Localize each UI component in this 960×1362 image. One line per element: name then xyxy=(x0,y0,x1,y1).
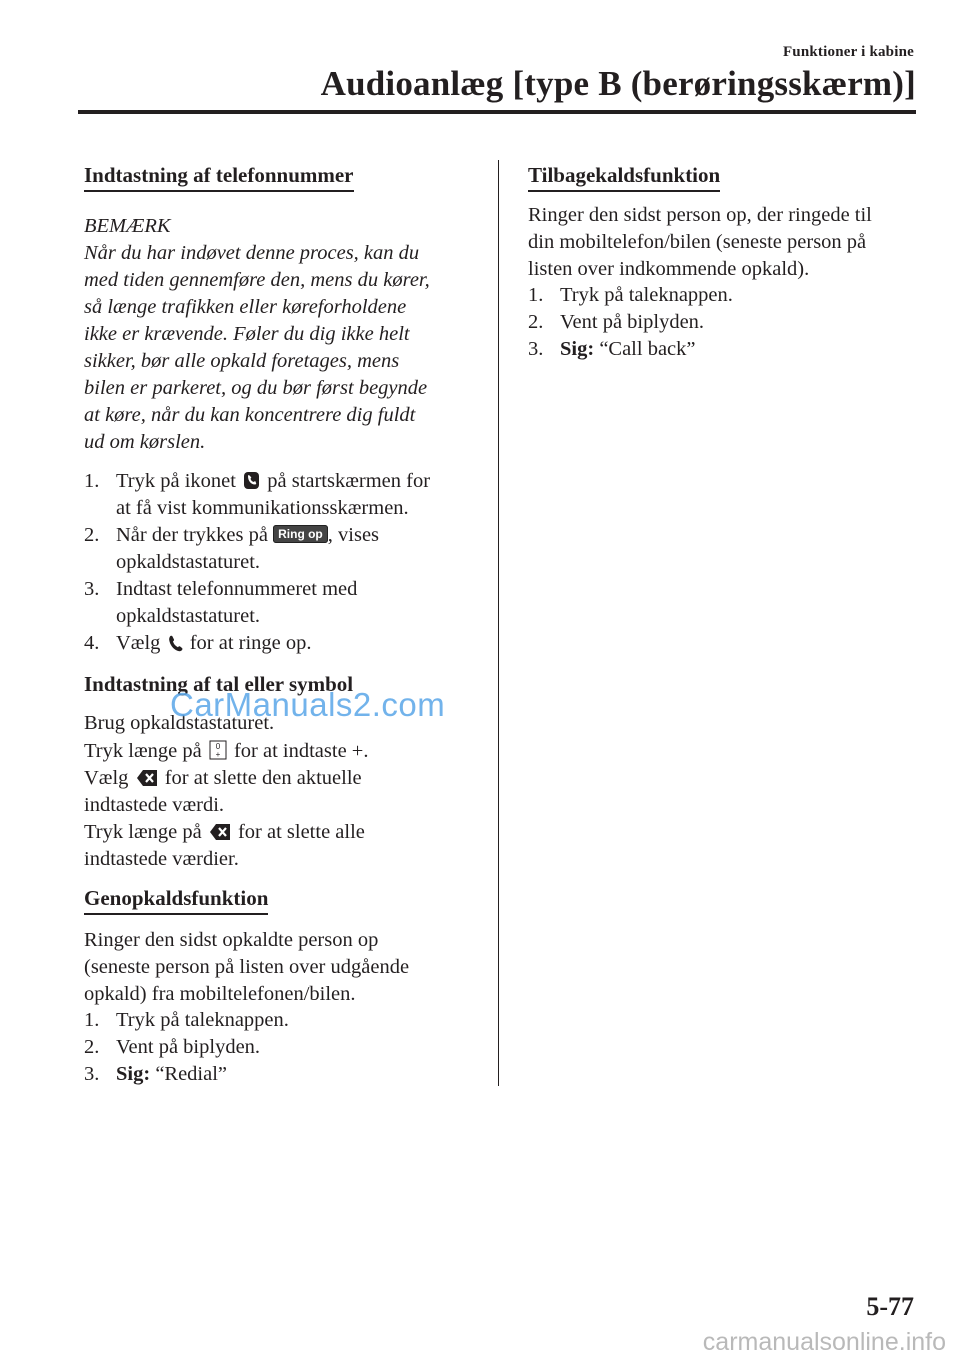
step-text xyxy=(560,338,696,361)
header-rule xyxy=(78,110,916,114)
note-line: med tiden gennemføre den, mens du kører, xyxy=(84,269,430,291)
body-line: listen over indkommende opkald). xyxy=(528,258,810,280)
step-number: 3. xyxy=(528,338,544,360)
body-line xyxy=(84,821,365,847)
step-text-part: Tryk på ikonet xyxy=(116,470,236,492)
body-line: (seneste person på listen over udgående xyxy=(84,956,410,978)
step-keyword: Sig: xyxy=(560,338,595,360)
note-line: ikke er krævende. Føler du dig ikke helt xyxy=(84,323,410,345)
step-number: 2. xyxy=(84,1036,100,1058)
note-line: så længe trafikken eller køreforholdene xyxy=(84,296,407,318)
step-text-part: Når der trykkes på xyxy=(116,524,268,546)
delete-icon xyxy=(209,823,231,847)
step-text: Tryk på taleknappen. xyxy=(560,284,733,306)
step-number: 3. xyxy=(84,578,100,600)
step-keyword: Sig: xyxy=(116,1063,151,1085)
note-line: at køre, når du kan koncentrere dig fuldt xyxy=(84,404,416,426)
phone-icon xyxy=(168,635,183,658)
section-heading-phone-number: Indtastning af telefonnummer xyxy=(84,163,354,192)
note-line: sikker, bør alle opkald foretages, mens xyxy=(84,350,400,372)
step-number: 1. xyxy=(528,284,544,306)
plus-key-icon xyxy=(209,740,227,766)
step-text-part: “Redial” xyxy=(155,1063,228,1085)
section-heading-symbol: Indtastning af tal eller symbol xyxy=(84,672,354,696)
step-text xyxy=(116,470,430,496)
section-heading-redial: Genopkaldsfunktion xyxy=(84,886,268,915)
body-line xyxy=(84,740,368,766)
step-text-part: , vises xyxy=(327,524,380,546)
step-text-part: på startskærmen for xyxy=(267,470,431,492)
note-line: bilen er parkeret, og du bør først begynde xyxy=(84,377,428,399)
delete-icon xyxy=(136,769,158,793)
step-text: Vent på biplyden. xyxy=(116,1036,261,1058)
note-line: Når du har indøvet denne proces, kan du xyxy=(84,242,420,264)
step-text xyxy=(116,1063,227,1086)
step-text-part: for at ringe op. xyxy=(189,632,312,654)
step-number: 2. xyxy=(84,524,100,546)
note-line: ud om kørslen. xyxy=(84,431,206,453)
body-text-part: for at slette alle xyxy=(237,821,365,843)
svg-text:0: 0 xyxy=(215,742,221,751)
step-number: 3. xyxy=(84,1063,100,1085)
step-number: 1. xyxy=(84,1009,100,1031)
page-title: Audioanlæg [type B (berøringsskærm)] xyxy=(320,64,916,103)
body-line: opkald) fra mobiltelefonen/bilen. xyxy=(84,983,356,1005)
body-line: indtastede værdi. xyxy=(84,794,225,816)
page-number: 5-77 xyxy=(866,1292,914,1321)
step-text-part: Vælg xyxy=(116,632,161,654)
step-number: 4. xyxy=(84,632,100,654)
step-continuation: at få vist kommunikationsskærmen. xyxy=(116,497,409,519)
body-line: indtastede værdier. xyxy=(84,848,239,870)
step-continuation: opkaldstastaturet. xyxy=(116,605,261,627)
body-text-part: Vælg xyxy=(84,767,129,789)
svg-text:+: + xyxy=(215,750,221,759)
body-line: Ringer den sidst opkaldte person op xyxy=(84,929,379,951)
communication-icon xyxy=(243,471,260,496)
footer-watermark: carmanualsonline.info xyxy=(702,1328,946,1356)
body-text-part: for at indtaste +. xyxy=(233,740,369,762)
step-number: 1. xyxy=(84,470,100,492)
body-text-part: Tryk længe på xyxy=(84,821,202,843)
ring-op-button: Ring op xyxy=(273,525,328,543)
body-line: Brug opkaldstastaturet. xyxy=(84,712,275,734)
step-text: Tryk på taleknappen. xyxy=(116,1009,289,1031)
step-text-part: “Call back” xyxy=(599,338,696,360)
watermark-carmanuals2: CarManuals2.com xyxy=(170,686,446,723)
note-label: BEMÆRK xyxy=(84,215,171,237)
step-text xyxy=(116,524,379,547)
body-line: din mobiltelefon/bilen (seneste person på xyxy=(528,231,867,253)
section-heading-callback: Tilbagekaldsfunktion xyxy=(528,163,720,192)
step-text: Indtast telefonnummeret med xyxy=(116,578,358,600)
body-text-part: Tryk længe på xyxy=(84,740,202,762)
step-text xyxy=(116,632,312,658)
chapter-label: Funktioner i kabine xyxy=(782,44,914,60)
body-text-part: for at slette den aktuelle xyxy=(164,767,362,789)
step-number: 2. xyxy=(528,311,544,333)
body-line: Ringer den sidst person op, der ringede til xyxy=(528,204,872,226)
column-divider xyxy=(498,160,499,1086)
step-text: Vent på biplyden. xyxy=(560,311,705,333)
body-line xyxy=(84,767,362,793)
step-continuation: opkaldstastaturet. xyxy=(116,551,261,573)
